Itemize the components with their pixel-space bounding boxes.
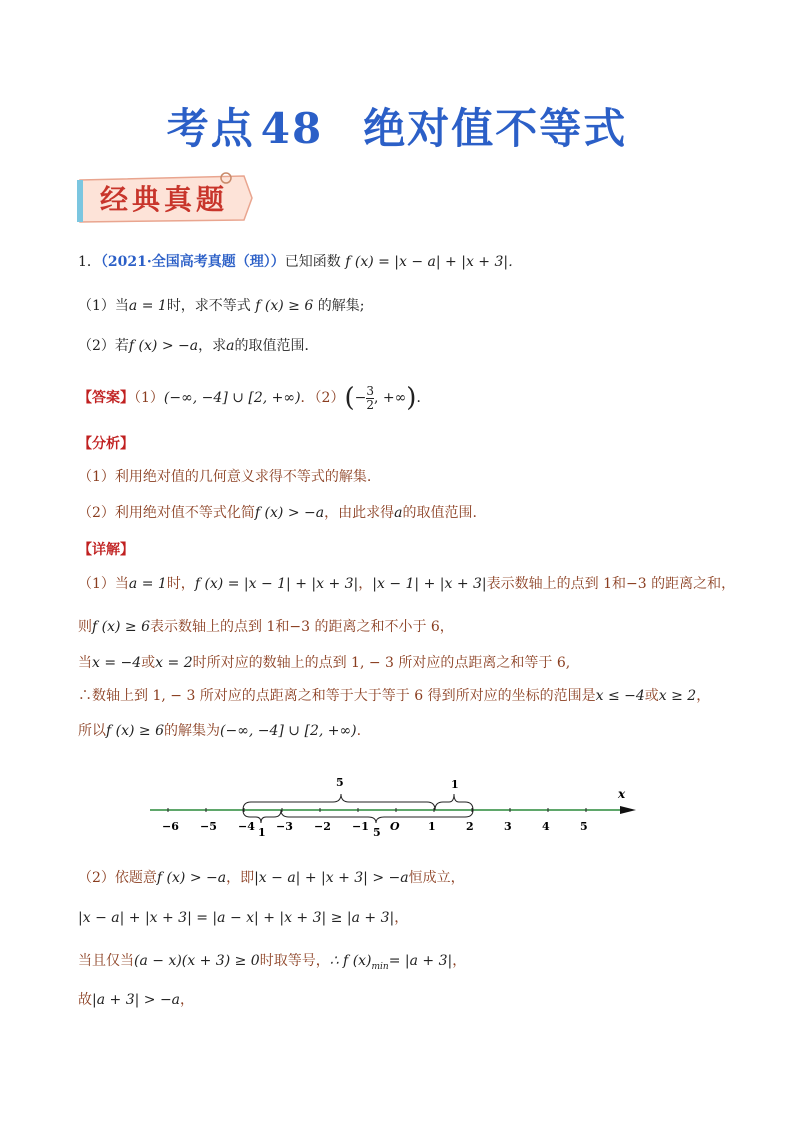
axis-label: x bbox=[618, 787, 626, 801]
detail-l1-b: 时， bbox=[166, 576, 195, 592]
part1-condition: a = 1 bbox=[128, 298, 167, 314]
detail-l2-a: 则 bbox=[78, 619, 92, 635]
answer-fraction bbox=[366, 385, 374, 412]
tick-label: 5 bbox=[580, 820, 588, 833]
banner-label: 经典真题 bbox=[100, 183, 229, 216]
analysis-line2-b: ，由此求得 bbox=[324, 505, 395, 521]
detail-l3-a: 当 bbox=[78, 655, 92, 671]
detail-l6-math2: |x − a| + |x + 3| > −a bbox=[254, 870, 409, 886]
part2-var: a bbox=[226, 338, 235, 354]
analysis-line2-c: 的取值范围. bbox=[402, 505, 477, 521]
title-number: 48 bbox=[260, 104, 324, 153]
detail-l8-math3: = |a + 3| bbox=[388, 953, 453, 969]
answer-p1-math: (−∞, −4] ∪ [2, +∞) bbox=[163, 390, 301, 406]
detail-l6-math: f (x) > −a bbox=[156, 870, 227, 886]
brace-top-right-label: 1 bbox=[451, 778, 459, 791]
analysis-line2 bbox=[78, 503, 477, 523]
tick-label: −5 bbox=[200, 820, 217, 833]
detail-l3-b: 或 bbox=[141, 655, 156, 671]
brace-bottom-mid bbox=[281, 810, 473, 823]
problem-function: f (x) = |x − a| + |x + 3|． bbox=[345, 254, 523, 270]
analysis-line2-a: （2）利用绝对值不等式化简 bbox=[78, 505, 255, 521]
analysis-tag bbox=[78, 434, 134, 454]
detail-l1-cond: a = 1 bbox=[128, 576, 167, 592]
detail-tag-text: 【详解】 bbox=[78, 542, 134, 558]
detail-l2-math: f (x) ≥ 6 bbox=[92, 619, 150, 635]
part1-inequality: f (x) ≥ 6 bbox=[255, 298, 314, 314]
detail-line5 bbox=[78, 721, 361, 741]
tick-label: −3 bbox=[276, 820, 293, 833]
part2-text-a: （2）若 bbox=[78, 338, 129, 354]
tick-label: −6 bbox=[162, 820, 179, 833]
detail-l4-b: 或 bbox=[644, 688, 659, 704]
detail-l5-math2: (−∞, −4] ∪ [2, +∞) bbox=[220, 723, 357, 739]
part1-text-a: （1）当 bbox=[78, 298, 129, 314]
tick-label: −4 bbox=[238, 820, 255, 833]
detail-line7 bbox=[78, 908, 408, 928]
tick-label: 1 bbox=[428, 820, 436, 833]
detail-l1-a: （1）当 bbox=[78, 576, 129, 592]
detail-l8-c: ， bbox=[452, 953, 467, 969]
detail-l2-b: 表示数轴上的点到 1和−3 的距离之和不小于 6， bbox=[150, 619, 454, 635]
title-topic: 绝对值不等式 bbox=[363, 104, 628, 153]
detail-line1 bbox=[78, 574, 735, 594]
brace-bottom-left-label: 1 bbox=[258, 826, 266, 839]
answer-end: ． bbox=[416, 390, 431, 406]
answer-p2-rest: , +∞ bbox=[373, 390, 407, 406]
problem-stem-text: 已知函数 bbox=[284, 254, 341, 270]
problem-source: （2021·全国高考真题（理）） bbox=[100, 254, 285, 270]
answer-line bbox=[78, 382, 430, 414]
tick-label: 3 bbox=[504, 820, 512, 833]
analysis-tag-text: 【分析】 bbox=[78, 436, 134, 452]
detail-l4-c: ， bbox=[696, 688, 711, 704]
detail-l7-math: |x − a| + |x + 3| = |a − x| + |x + 3| ≥ |a + 3| bbox=[78, 910, 395, 926]
detail-l1-c: ， bbox=[358, 576, 373, 592]
detail-l5-a: 所以 bbox=[78, 723, 106, 739]
part1-text-b: 时，求不等式 bbox=[166, 298, 251, 314]
tick-label: −2 bbox=[314, 820, 331, 833]
detail-l3-math2: x = 2 bbox=[155, 655, 193, 671]
analysis-line1: （1）利用绝对值的几何意义求得不等式的解集. bbox=[78, 469, 372, 485]
detail-l4-math2: x ≥ 2 bbox=[658, 688, 697, 704]
detail-l9-a: 故 bbox=[78, 992, 92, 1008]
part2-text-c: 的取值范围． bbox=[234, 338, 319, 354]
answer-tag: 【答案】 bbox=[78, 390, 134, 406]
detail-l5-math: f (x) ≥ 6 bbox=[106, 723, 164, 739]
detail-l9-b: ， bbox=[180, 992, 195, 1008]
detail-l7-b: ， bbox=[394, 910, 409, 926]
page-title bbox=[0, 96, 794, 156]
part1-text-c: 的解集; bbox=[317, 298, 365, 314]
number-line-figure bbox=[140, 770, 660, 840]
detail-l9-math: |a + 3| > −a bbox=[92, 992, 181, 1008]
detail-l6-b: ，即 bbox=[226, 870, 255, 886]
detail-tag bbox=[78, 540, 134, 560]
detail-l5-c: . bbox=[356, 723, 362, 739]
detail-l8-math: (a − x)(x + 3) ≥ 0 bbox=[134, 953, 260, 969]
detail-l1-d: 表示数轴上的点到 1和−3 的距离之和， bbox=[486, 576, 736, 592]
axis-arrow-icon bbox=[620, 806, 636, 814]
detail-l6-c: 恒成立， bbox=[408, 870, 465, 886]
problem-part2 bbox=[78, 336, 318, 356]
answer-p1: （1） bbox=[134, 390, 164, 406]
detail-line4 bbox=[78, 686, 710, 706]
detail-l3-c: 时所对应的数轴上的点到 1, − 3 所对应的点距离之和等于 6, bbox=[192, 655, 571, 671]
detail-l5-b: 的解集为 bbox=[164, 723, 220, 739]
fraction-numerator: 3 bbox=[366, 383, 374, 398]
problem-part1 bbox=[78, 296, 364, 316]
tick-label: 4 bbox=[542, 820, 550, 833]
tick-label: 2 bbox=[466, 820, 474, 833]
brace-top-left bbox=[243, 794, 435, 810]
detail-l4-a: ∴数轴上到 1, − 3 所对应的点距离之和等于大于等于 6 得到所对应的坐标的范围是 bbox=[78, 688, 596, 704]
answer-paren-open: ( bbox=[344, 383, 355, 413]
brace-top-left-label: 5 bbox=[336, 776, 344, 789]
detail-l8-math2: ∴ f (x) bbox=[329, 953, 372, 969]
answer-minus: − bbox=[354, 390, 367, 406]
detail-l6-a: （2）依题意 bbox=[78, 870, 157, 886]
part2-text-b: ，求 bbox=[198, 338, 227, 354]
answer-sep: ．（2） bbox=[300, 390, 345, 406]
detail-l8-sub: min bbox=[371, 961, 389, 972]
tick-label: O bbox=[390, 820, 400, 833]
problem-index: 1． bbox=[78, 254, 101, 270]
analysis-line2-var: a bbox=[394, 505, 403, 521]
detail-l1-math2: |x − 1| + |x + 3| bbox=[372, 576, 487, 592]
analysis-line2-math: f (x) > −a bbox=[254, 505, 325, 521]
title-prefix: 考点 bbox=[166, 104, 255, 153]
detail-l4-math1: x ≤ −4 bbox=[595, 688, 645, 704]
answer-paren-close: ) bbox=[406, 383, 417, 413]
detail-l8-a: 当且仅当 bbox=[78, 953, 134, 969]
brace-bottom-mid-label: 5 bbox=[373, 826, 381, 839]
fraction-denominator: 2 bbox=[366, 397, 374, 412]
detail-l8-b: 时取等号， bbox=[259, 953, 330, 969]
brace-top-right bbox=[435, 794, 473, 810]
detail-line3 bbox=[78, 653, 570, 673]
detail-line2 bbox=[78, 617, 454, 637]
problem-stem bbox=[78, 252, 522, 272]
detail-line8 bbox=[78, 951, 466, 977]
part2-inequality: f (x) > −a bbox=[128, 338, 199, 354]
detail-line6 bbox=[78, 868, 465, 888]
detail-l3-math1: x = −4 bbox=[92, 655, 142, 671]
tick-label: −1 bbox=[352, 820, 369, 833]
detail-l1-math: f (x) = |x − 1| + |x + 3| bbox=[194, 576, 359, 592]
detail-line9 bbox=[78, 990, 194, 1010]
